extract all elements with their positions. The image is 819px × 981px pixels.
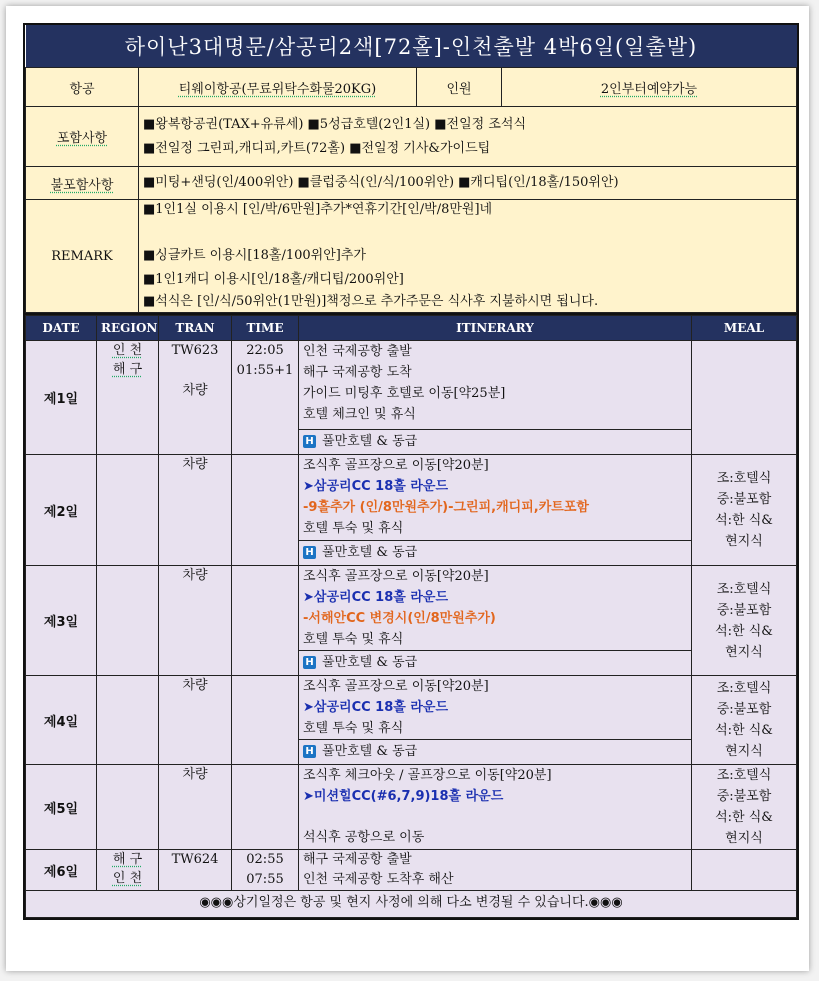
day-row: [26, 676, 797, 740]
itinerary-line: 조식후 골프장으로 이동[약20분]: [303, 458, 489, 473]
meal-item: 현지식: [725, 534, 763, 549]
transport-cell: [159, 676, 232, 765]
included-label: 포함사항: [26, 107, 139, 167]
itinerary-line: 인천 국제공항 출발: [303, 344, 412, 359]
hotel-cell: [299, 541, 692, 566]
itinerary-cell: [299, 455, 692, 541]
transport-cell: [159, 566, 232, 676]
transport-item: TW624: [171, 852, 219, 867]
meal-item: 석:한 식&: [715, 810, 773, 825]
time-cell: [232, 765, 299, 850]
itinerary-line: ➤삼공리CC 18홀 라운드: [303, 479, 449, 494]
remark-item: ■싱글카트 이용시[18홀/100위안]추가: [143, 248, 366, 263]
transport-cell: [159, 765, 232, 850]
footer-note: ◉◉◉상기일정은 항공 및 현지 사정에 의해 다소 변경될 수 있습니다.◉◉◉: [26, 891, 797, 918]
transport-item: TW623: [171, 343, 219, 358]
meal-item: 중:불포함: [716, 492, 772, 507]
hotel-icon: H: [303, 435, 316, 448]
day-row: [26, 341, 797, 430]
meal-item: 석:한 식&: [715, 623, 773, 639]
itinerary-line: ➤미션힐CC(#6,7,9)18홀 라운드: [303, 789, 504, 804]
itinerary-line: ➤삼공리CC 18홀 라운드: [303, 700, 449, 715]
meal-cell: [692, 341, 797, 455]
itinerary-line: 호텔 투숙 및 휴식: [303, 721, 404, 736]
itinerary-line: 호텔 투숙 및 휴식: [303, 521, 404, 536]
meal-item: 조:호텔식: [716, 681, 772, 696]
transport-item: 차량: [182, 568, 208, 583]
day-label: 제6일: [26, 850, 97, 891]
people-value: 2인부터예약가능: [502, 68, 797, 107]
meal-item: 조:호텔식: [716, 471, 772, 486]
itinerary-cell: [299, 341, 692, 430]
hotel-name: 풀만호텔 & 동급: [322, 545, 418, 560]
day-label: 제4일: [26, 676, 97, 765]
region-cell: [97, 676, 159, 765]
meal-item: 석:한 식&: [715, 513, 773, 528]
hotel-icon: H: [303, 745, 316, 758]
time-cell: [232, 341, 299, 455]
meal-item: 현지식: [725, 831, 763, 846]
itinerary-line: 호텔 체크인 및 휴식: [303, 407, 416, 422]
itinerary-line: -서해안CC 변경시(인/8만원추가): [303, 611, 496, 626]
included-item: ■왕복항공권(TAX+유류세) ■5성급호텔(2인1실) ■전일정 조석식: [143, 116, 527, 132]
itinerary-table: [25, 315, 797, 918]
time-item: 07:55: [246, 872, 284, 887]
day-label: 제5일: [26, 765, 97, 850]
region-cell: [97, 566, 159, 676]
itinerary-cell: [299, 566, 692, 651]
meal-cell: [692, 455, 797, 566]
itinerary-line: 인천 국제공항 도착후 해산: [303, 872, 454, 887]
meal-item: 중:불포함: [716, 789, 772, 804]
region-name: 인 천: [112, 343, 143, 358]
time-item: 02:55: [246, 852, 284, 867]
transport-item: 차량: [182, 678, 208, 693]
column-header: TIME: [232, 316, 299, 341]
region-cell: [97, 341, 159, 455]
itinerary-line: -9홀추가 (인/8만원추가)-그린피,캐디피,카트포함: [303, 500, 589, 515]
itinerary-cell: [299, 850, 692, 891]
time-item: 22:05: [246, 343, 284, 358]
day-row: [26, 765, 797, 850]
itinerary-line: 조식후 골프장으로 이동[약20분]: [303, 569, 489, 584]
time-cell: [232, 455, 299, 566]
day-label: 제3일: [26, 566, 97, 676]
meal-cell: [692, 566, 797, 676]
region-cell: [97, 765, 159, 850]
itinerary-line: 석식후 공항으로 이동: [303, 830, 425, 845]
transport-item: 차량: [182, 767, 208, 782]
meal-cell: [692, 765, 797, 850]
meal-item: 조:호텔식: [716, 768, 772, 783]
transport-item: 차량: [182, 383, 208, 398]
itinerary-document: [23, 23, 799, 920]
time-cell: [232, 676, 299, 765]
column-header: TRAN: [159, 316, 232, 341]
airline-value: 티웨이항공(무료위탁수화물20KG): [139, 68, 417, 107]
airline-label: 항공: [26, 68, 139, 107]
region-name: 인 천: [112, 871, 143, 886]
transport-cell: [159, 341, 232, 455]
excluded-item: ■미팅+샌딩(인/400위안) ■클럽중식(인/식/100위안) ■캐디팁(인/18홀/150위안): [139, 167, 797, 200]
hotel-icon: H: [303, 546, 316, 559]
day-label: 제2일: [26, 455, 97, 566]
meal-item: 석:한 식&: [715, 723, 773, 738]
time-cell: [232, 850, 299, 891]
meal-cell: [692, 850, 797, 891]
itinerary-line: 가이드 미팅후 호텔로 이동[약25분]: [303, 386, 506, 401]
itinerary-cell: [299, 676, 692, 740]
remark-item: ■1인1실 이용시 [인/박/6만원]추가*연휴기간[인/박/8만원]네: [143, 202, 493, 217]
day-row: [26, 566, 797, 651]
meal-item: 조:호텔식: [716, 581, 772, 597]
itinerary-cell: [299, 765, 692, 850]
included-item: ■전일정 그린피,캐디피,카트(72홀) ■전일정 기사&가이드팁: [143, 140, 491, 156]
column-header: DATE: [26, 316, 97, 341]
transport-cell: [159, 850, 232, 891]
time-cell: [232, 566, 299, 676]
hotel-cell: [299, 430, 692, 455]
meal-item: 현지식: [725, 644, 763, 660]
day-row: [26, 850, 797, 891]
transport-item: 차량: [182, 457, 208, 472]
hotel-name: 풀만호텔 & 동급: [322, 434, 418, 449]
info-table: [25, 25, 797, 313]
day-row: [26, 455, 797, 541]
meal-cell: [692, 676, 797, 765]
included-list: [139, 107, 797, 167]
remark-item: ■석식은 [인/식/50위안(1만원)]책정으로 추가주문은 식사후 지불하시면 됩니다.: [143, 294, 599, 309]
hotel-cell: [299, 740, 692, 765]
region-cell: [97, 850, 159, 891]
time-item: 01:55+1: [236, 363, 294, 378]
meal-item: 중:불포함: [716, 702, 772, 717]
itinerary-line: 조식후 골프장으로 이동[약20분]: [303, 679, 489, 694]
remark-list: [139, 200, 797, 313]
hotel-cell: [299, 651, 692, 676]
column-header: MEAL: [692, 316, 797, 341]
excluded-label: 불포함사항: [26, 167, 139, 200]
itinerary-line: 해구 국제공항 출발: [303, 852, 412, 867]
remark-item: ■1인1캐디 이용시[인/18홀/캐디팁/200위안]: [143, 272, 404, 287]
itinerary-line: 해구 국제공항 도착: [303, 365, 412, 380]
itinerary-line: ➤삼공리CC 18홀 라운드: [303, 590, 449, 605]
itinerary-line: 조식후 체크아웃 / 골프장으로 이동[약20분]: [303, 768, 552, 783]
day-label: 제1일: [26, 341, 97, 455]
remark-label: REMARK: [26, 200, 139, 313]
hotel-name: 풀만호텔 & 동급: [322, 744, 418, 759]
hotel-name: 풀만호텔 & 동급: [322, 655, 418, 670]
hotel-icon: H: [303, 656, 316, 669]
itinerary-line: 호텔 투숙 및 휴식: [303, 632, 404, 647]
region-name: 해 구: [112, 362, 143, 377]
column-header: REGION: [97, 316, 159, 341]
meal-item: 중:불포함: [716, 602, 772, 618]
region-name: 해 구: [112, 852, 143, 867]
itinerary-line: [303, 807, 687, 827]
meal-item: 현지식: [725, 744, 763, 759]
transport-item: [163, 361, 227, 381]
page-title: 하이난3대명문/삼공리2색[72홀]-인천출발 4박6일(일출발): [26, 25, 797, 68]
transport-cell: [159, 455, 232, 566]
column-header: ITINERARY: [299, 316, 692, 341]
people-label: 인원: [417, 68, 502, 107]
region-cell: [97, 455, 159, 566]
